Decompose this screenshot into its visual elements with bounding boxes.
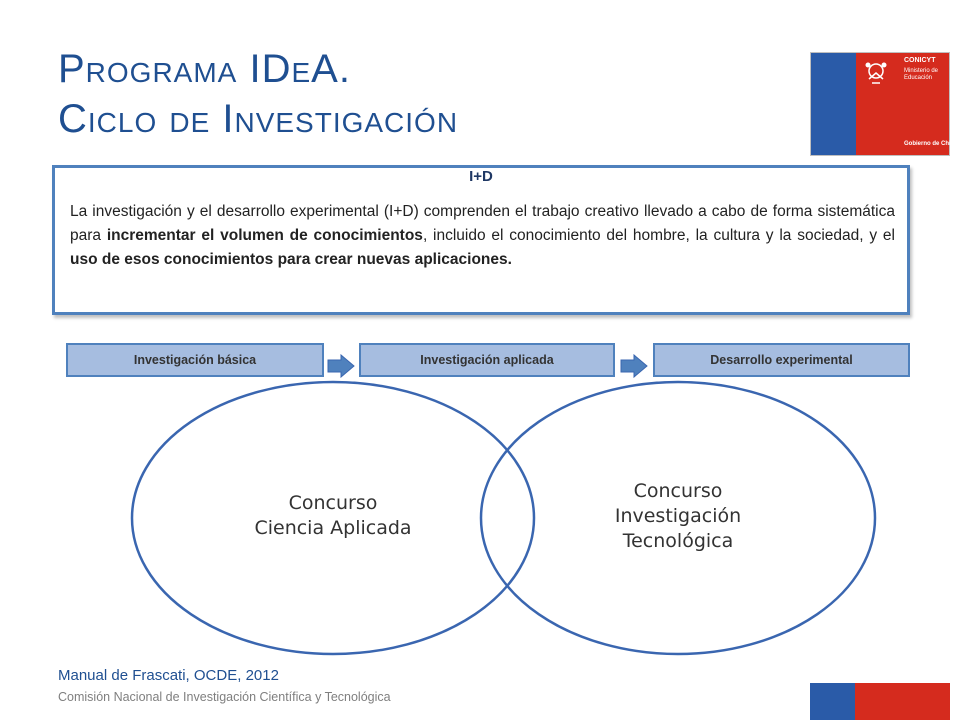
contest-line: Investigación — [614, 505, 742, 527]
definition-segment: La investigación y el desarrollo experimental (I+D) comprenden el trabajo creativo llevado a cabo de forma sistemática para — [70, 203, 895, 244]
flag-red — [855, 683, 950, 720]
definition-segment: , incluido el conocimiento del hombre, la cultura y la sociedad, y el — [422, 227, 895, 244]
footer-institution: Comisión Nacional de Investigación Científica y Tecnológica — [58, 690, 391, 704]
logo-ministry: Ministerio de Educación — [904, 68, 939, 81]
definition-segment-bold: uso de esos conocimientos para crear nuevas aplicaciones. — [70, 251, 512, 268]
contest-line: Tecnológica — [622, 530, 734, 552]
title-line-2: Ciclo de Investigación — [58, 97, 459, 141]
stage-basic-research: Investigación básica — [66, 343, 324, 377]
title-line-1: Programa IDeA. — [58, 47, 351, 91]
logo-government: Gobierno de Chile — [904, 141, 956, 147]
contest-line: Concurso — [288, 492, 378, 514]
definition-segment-bold: incrementar el volumen de conocimientos — [106, 227, 423, 244]
footer-flag — [810, 683, 950, 720]
logo-org: CONICYT — [904, 57, 936, 64]
stage-experimental-development: Desarrollo experimental — [653, 343, 910, 377]
contest-technological-research — [558, 479, 798, 554]
contest-line: Concurso — [633, 480, 723, 502]
stage-applied-research: Investigación aplicada — [359, 343, 615, 377]
source-citation: Manual de Frascati, OCDE, 2012 — [58, 667, 279, 684]
contest-applied-science — [213, 491, 453, 541]
definition-label: I+D — [469, 168, 493, 185]
contest-line: Ciencia Aplicada — [254, 517, 412, 539]
flag-blue — [810, 683, 855, 720]
